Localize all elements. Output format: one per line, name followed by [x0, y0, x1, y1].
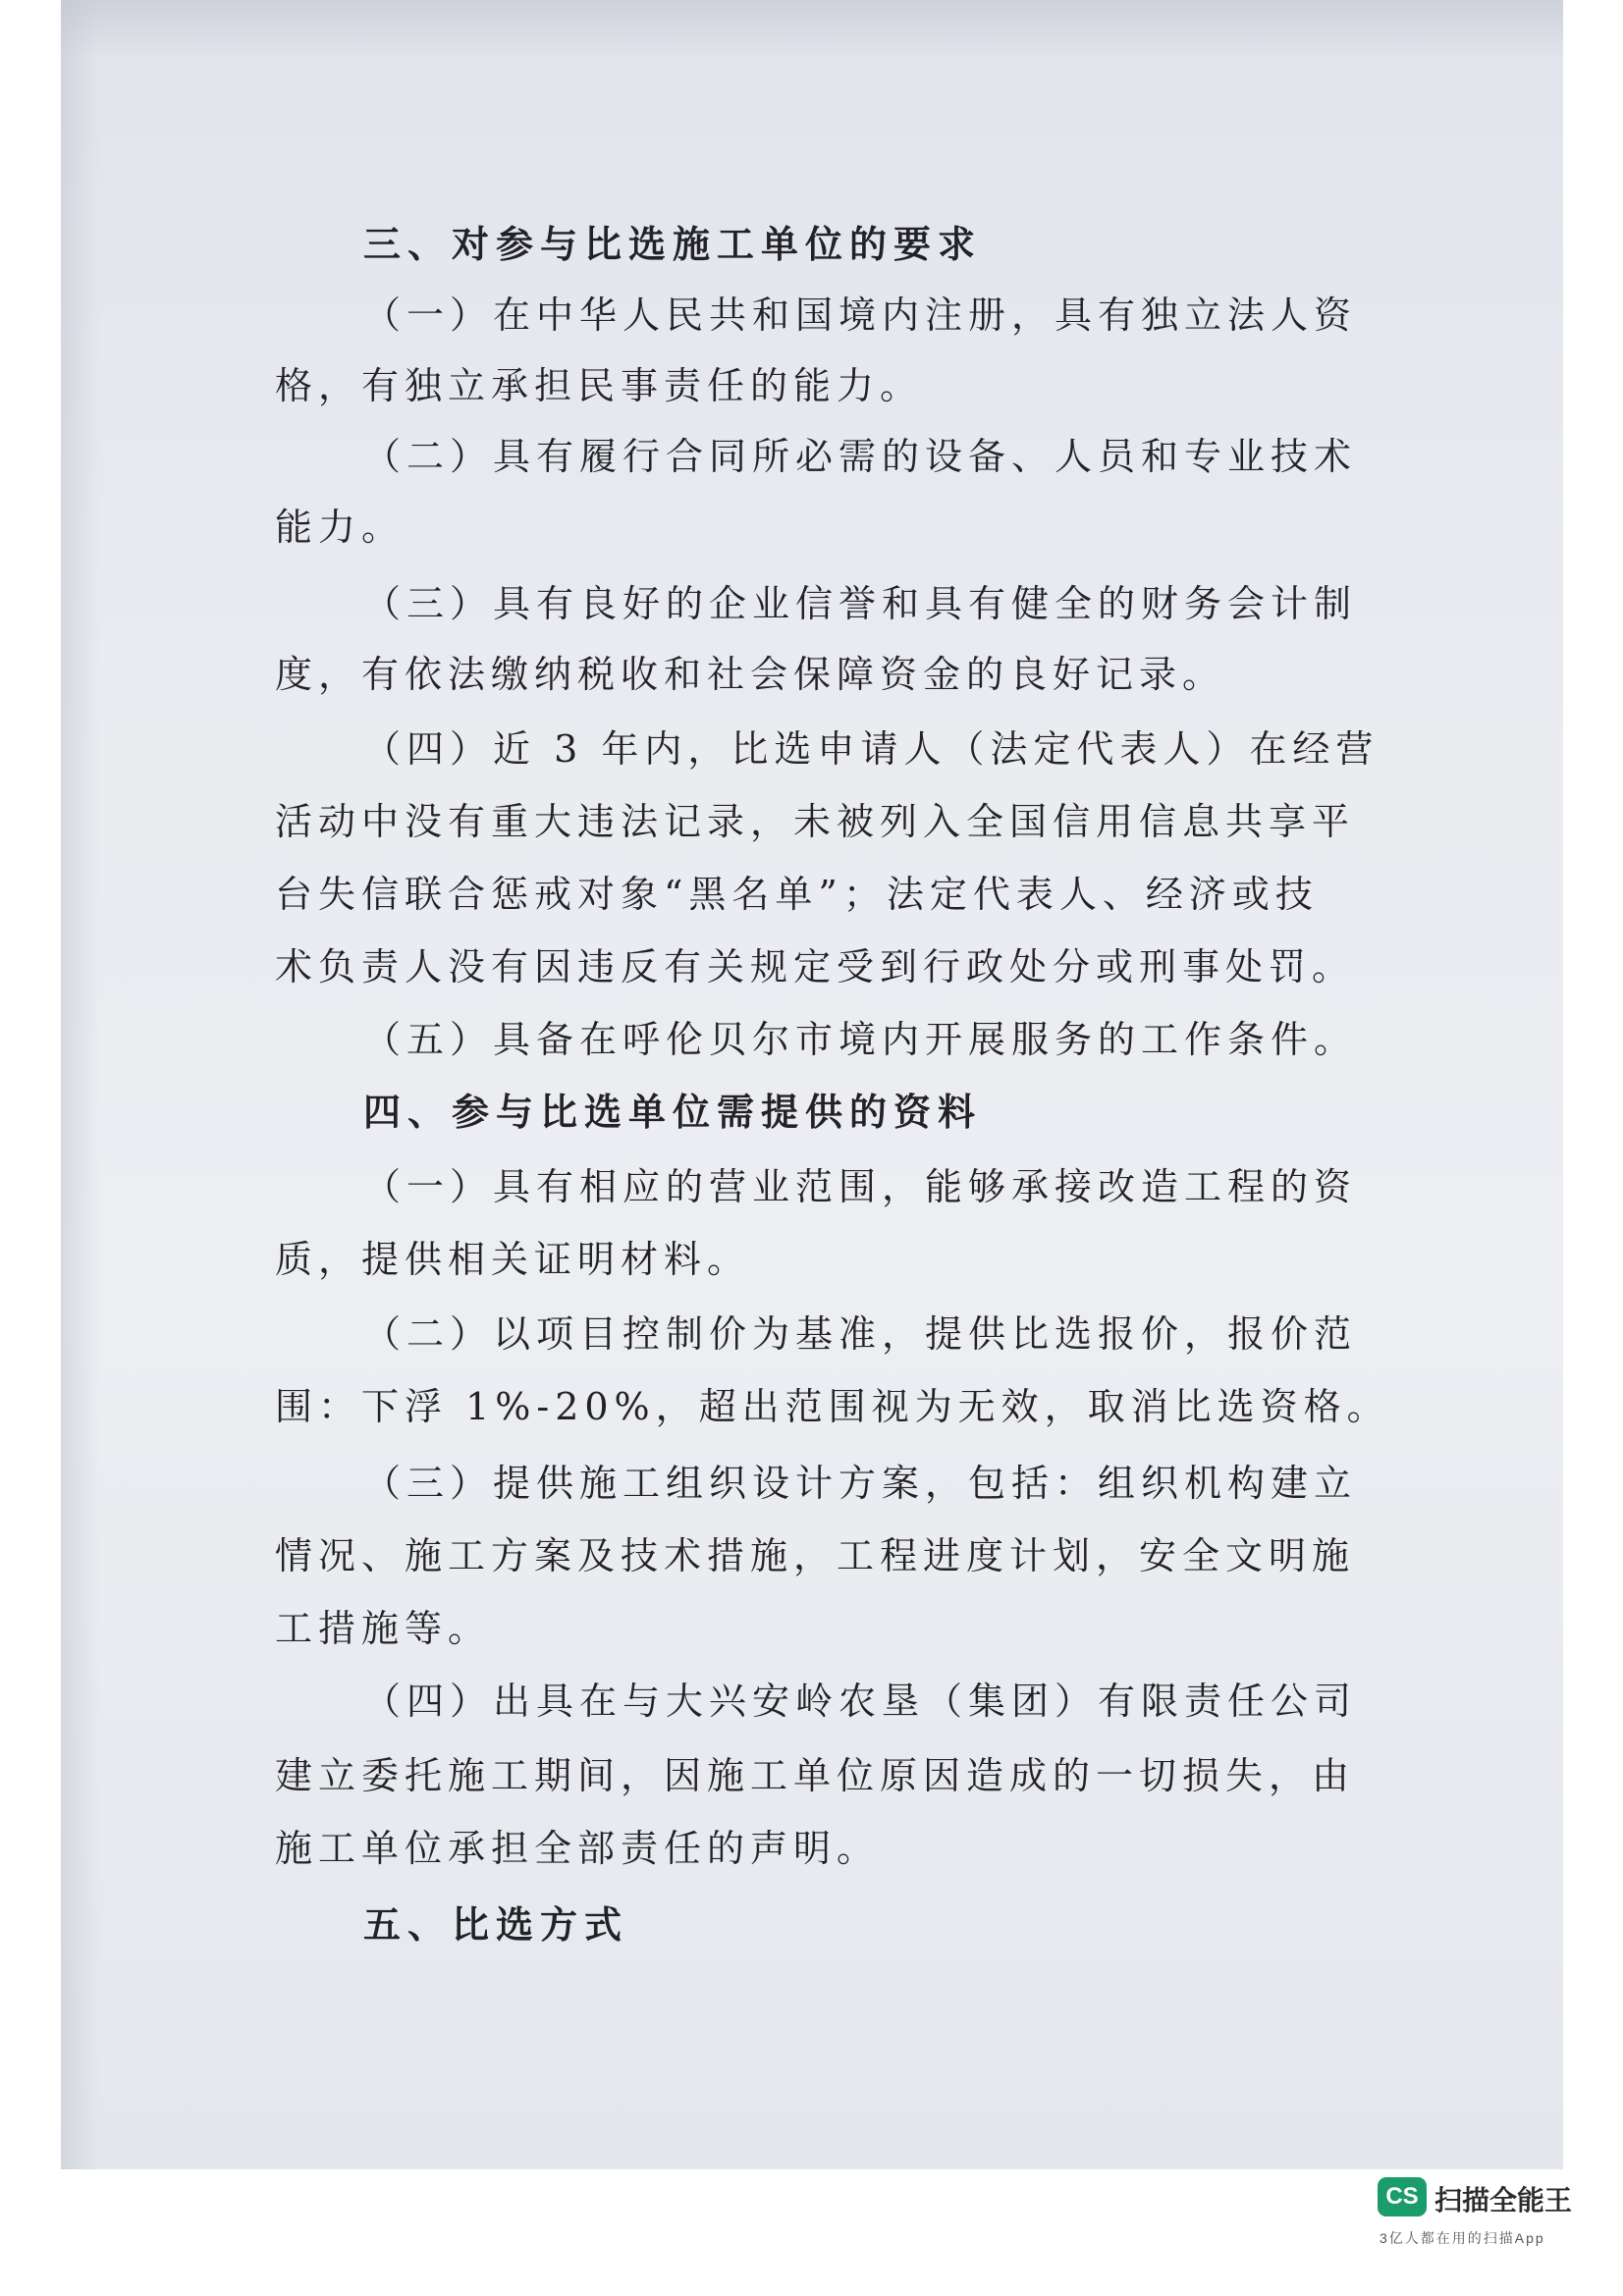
- text-line: 质，提供相关证明材料。: [275, 1238, 751, 1281]
- text-line: 施工单位承担全部责任的声明。: [275, 1827, 881, 1870]
- text-line: 建立委托施工期间，因施工单位原因造成的一切损失，由: [275, 1754, 1356, 1797]
- text-line: 度，有依法缴纳税收和社会保障资金的良好记录。: [275, 653, 1226, 696]
- text-line: （二）具有履行合同所必需的设备、人员和专业技术: [363, 435, 1358, 478]
- text-line: （一）具有相应的营业范围，能够承接改造工程的资: [363, 1165, 1358, 1208]
- section-heading-3: 三、对参与比选施工单位的要求: [363, 222, 983, 266]
- text-line: （四）近 3 年内，比选申请人（法定代表人）在经营: [363, 727, 1380, 771]
- text-line: 能力。: [275, 506, 406, 549]
- section-heading-5: 五、比选方式: [363, 1902, 629, 1947]
- text-line: （三）具有良好的企业信誉和具有健全的财务会计制: [363, 582, 1358, 625]
- text-line: （二）以项目控制价为基准，提供比选报价，报价范: [363, 1312, 1358, 1356]
- text-line: 活动中没有重大违法记录，未被列入全国信用信息共享平: [275, 800, 1356, 843]
- scanner-watermark: [1378, 2177, 1573, 2266]
- text-line: 术负责人没有因违反有关规定受到行政处分或刑事处罚。: [275, 945, 1356, 988]
- text-line: 工措施等。: [275, 1607, 492, 1650]
- text-line: 格，有独立承担民事责任的能力。: [275, 364, 924, 407]
- text-line: 情况、施工方案及技术措施，工程进度计划，安全文明施: [275, 1534, 1356, 1577]
- text-line: 台失信联合惩戒对象“黑名单”；法定代表人、经济或技: [275, 873, 1319, 916]
- text-line: （三）提供施工组织设计方案，包括：组织机构建立: [363, 1462, 1358, 1505]
- watermark-app-name: 扫描全能王: [1434, 2185, 1573, 2216]
- text-line: （四）出具在与大兴安岭农垦（集团）有限责任公司: [363, 1680, 1358, 1723]
- text-line: （五）具备在呼伦贝尔市境内开展服务的工作条件。: [363, 1018, 1358, 1061]
- camscanner-logo-icon: CS: [1378, 2177, 1427, 2216]
- text-line: 围：下浮 1%-20%，超出范围视为无效，取消比选资格。: [275, 1385, 1390, 1428]
- section-heading-4: 四、参与比选单位需提供的资料: [363, 1090, 983, 1134]
- text-line: （一）在中华人民共和国境内注册，具有独立法人资: [363, 294, 1358, 337]
- watermark-tagline: 3亿人都在用的扫描App: [1380, 2230, 1545, 2246]
